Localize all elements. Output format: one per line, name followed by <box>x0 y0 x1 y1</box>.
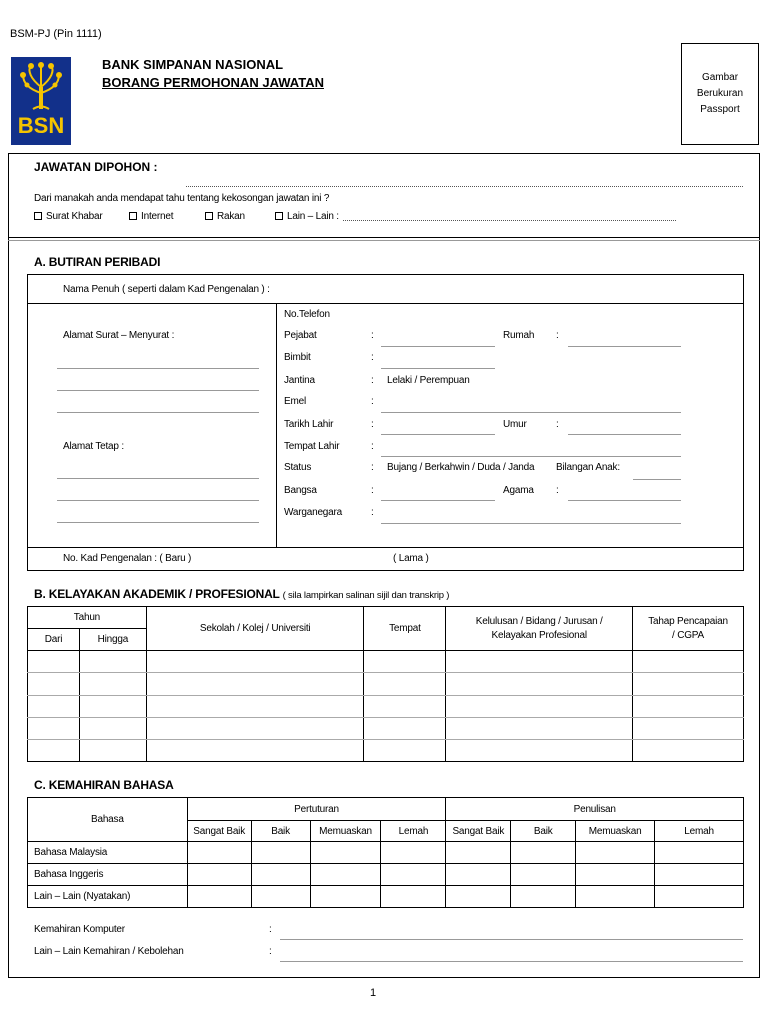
source-options <box>34 211 339 222</box>
alamat-tetap-label: Alamat Tetap : <box>63 441 124 452</box>
bilangan-anak-input[interactable] <box>633 479 681 480</box>
passport-photo-box <box>681 43 759 145</box>
section-a-title: A. BUTIRAN PERIBADI <box>34 255 161 269</box>
colon: : <box>371 375 374 386</box>
pejabat-label: Pejabat <box>284 330 317 341</box>
header-sekolah: Sekolah / Kolej / Universiti <box>146 607 364 651</box>
table-row <box>28 717 744 739</box>
level-memuaskan: Memuaskan <box>310 821 381 842</box>
header-penulisan: Penulisan <box>446 798 744 821</box>
colon: : <box>371 462 374 473</box>
form-code: BSM-PJ (Pin 1111) <box>10 28 102 40</box>
no-telefon-label: No.Telefon <box>284 309 330 320</box>
kemahiran-komputer-label: Kemahiran Komputer <box>34 924 125 935</box>
bangsa-label: Bangsa <box>284 485 317 496</box>
alamat-surat-line-3[interactable] <box>57 412 259 413</box>
warganegara-input[interactable] <box>381 523 681 524</box>
emel-label: Emel <box>284 396 306 407</box>
alamat-surat-line-2[interactable] <box>57 390 259 391</box>
jawatan-question: Dari manakah anda mendapat tahu tentang kekosongan jawatan ini ? <box>34 193 330 204</box>
level-lemah: Lemah <box>381 821 446 842</box>
bimbit-label: Bimbit <box>284 352 311 363</box>
colon: : <box>556 419 559 430</box>
lain-kemahiran-label: Lain – Lain Kemahiran / Kebolehan <box>34 946 184 957</box>
photo-label-3: Passport <box>700 104 740 115</box>
umur-label: Umur <box>503 419 527 430</box>
colon: : <box>371 507 374 518</box>
colon: : <box>371 330 374 341</box>
status-label: Status <box>284 462 312 473</box>
header-tahun: Tahun <box>28 607 147 629</box>
bangsa-input[interactable] <box>381 500 495 501</box>
bilangan-anak-label: Bilangan Anak: <box>556 462 620 473</box>
bimbit-input[interactable] <box>381 368 495 369</box>
tempat-lahir-label: Tempat Lahir <box>284 441 340 452</box>
colon: : <box>556 485 559 496</box>
level-baik: Baik <box>511 821 576 842</box>
warganegara-label: Warganegara <box>284 507 343 518</box>
photo-label-1: Gambar <box>701 72 739 83</box>
header-pertuturan: Pertuturan <box>187 798 446 821</box>
section-b-note: ( sila lampirkan salinan sijil dan transkrip ) <box>282 590 450 601</box>
table-row <box>28 673 744 695</box>
bank-name: BANK SIMPANAN NASIONAL <box>102 57 284 72</box>
umur-input[interactable] <box>568 434 681 435</box>
table-row <box>28 864 744 886</box>
alamat-surat-line-1[interactable] <box>57 368 259 369</box>
jawatan-label: JAWATAN DIPOHON : <box>34 160 158 174</box>
emel-input[interactable] <box>381 412 681 413</box>
table-row <box>28 886 744 908</box>
page-number: 1 <box>370 987 377 999</box>
language-lain-lain: Lain – Lain (Nyatakan) <box>28 886 188 908</box>
section-a-box <box>27 274 744 571</box>
alamat-tetap-line-1[interactable] <box>57 478 259 479</box>
jantina-options[interactable]: Lelaki / Perempuan <box>387 375 470 386</box>
jantina-label: Jantina <box>284 375 315 386</box>
jawatan-input-line[interactable] <box>186 186 743 187</box>
agama-input[interactable] <box>568 500 681 501</box>
bsn-logo <box>11 57 71 145</box>
checkbox-icon[interactable] <box>275 212 283 220</box>
tarikh-lahir-label: Tarikh Lahir <box>284 419 334 430</box>
table-row <box>28 651 744 673</box>
section-c-title: C. KEMAHIRAN BAHASA <box>34 778 174 792</box>
table-row <box>28 739 744 761</box>
colon: : <box>269 924 272 935</box>
kemahiran-komputer-input[interactable] <box>280 939 743 940</box>
checkbox-icon[interactable] <box>129 212 137 220</box>
header-tahap: Tahap Pencapaian / CGPA <box>633 607 744 651</box>
colon: : <box>371 352 374 363</box>
agama-label: Agama <box>503 485 534 496</box>
language-table <box>27 797 744 908</box>
header-tempat: Tempat <box>364 607 446 651</box>
lain-kemahiran-input[interactable] <box>280 961 743 962</box>
level-baik: Baik <box>251 821 310 842</box>
colon: : <box>269 946 272 957</box>
academic-table <box>27 606 744 762</box>
header-bahasa: Bahasa <box>28 798 188 842</box>
level-sangat-baik: Sangat Baik <box>446 821 511 842</box>
option-internet[interactable]: Internet <box>129 211 173 222</box>
kp-baru-label: No. Kad Pengenalan : ( Baru ) <box>63 553 192 564</box>
header-kelulusan: Kelulusan / Bidang / Jurusan / Kelayakan Profesional <box>446 607 633 651</box>
tempat-lahir-input[interactable] <box>381 456 681 457</box>
photo-label-2: Berukuran <box>696 88 744 99</box>
colon: : <box>371 441 374 452</box>
rumah-input[interactable] <box>568 346 681 347</box>
level-sangat-baik: Sangat Baik <box>187 821 251 842</box>
colon: : <box>556 330 559 341</box>
pejabat-input[interactable] <box>381 346 495 347</box>
status-options[interactable]: Bujang / Berkahwin / Duda / Janda <box>387 462 535 473</box>
alamat-surat-label: Alamat Surat – Menyurat : <box>63 330 175 341</box>
table-row <box>28 842 744 864</box>
logo-text: BSN <box>17 113 65 138</box>
alamat-tetap-line-2[interactable] <box>57 500 259 501</box>
colon: : <box>371 485 374 496</box>
option-lain-lain[interactable]: Lain – Lain : <box>275 211 339 222</box>
section-b-heading: B. KELAYAKAN AKADEMIK / PROFESIONAL <box>34 587 280 601</box>
level-memuaskan: Memuaskan <box>576 821 655 842</box>
table-row <box>28 695 744 717</box>
kp-lama-label: ( Lama ) <box>393 553 429 564</box>
form-title: BORANG PERMOHONAN JAWATAN <box>102 75 324 90</box>
colon: : <box>371 396 374 407</box>
header-hingga: Hingga <box>79 629 146 651</box>
checkbox-icon[interactable] <box>205 212 213 220</box>
option-rakan[interactable]: Rakan <box>205 211 245 222</box>
section-b-title <box>34 587 449 601</box>
lain-lain-input-line[interactable] <box>343 220 676 221</box>
rumah-label: Rumah <box>503 330 535 341</box>
level-lemah: Lemah <box>655 821 744 842</box>
tarikh-lahir-input[interactable] <box>381 434 495 435</box>
checkbox-icon[interactable] <box>34 212 42 220</box>
language-bahasa-malaysia: Bahasa Malaysia <box>28 842 188 864</box>
alamat-tetap-line-3[interactable] <box>57 522 259 523</box>
colon: : <box>371 419 374 430</box>
header-dari: Dari <box>28 629 80 651</box>
nama-penuh-label: Nama Penuh ( seperti dalam Kad Pengenalan ) : <box>63 284 270 295</box>
option-surat-khabar[interactable]: Surat Khabar <box>34 211 103 222</box>
language-bahasa-inggeris: Bahasa Inggeris <box>28 864 188 886</box>
